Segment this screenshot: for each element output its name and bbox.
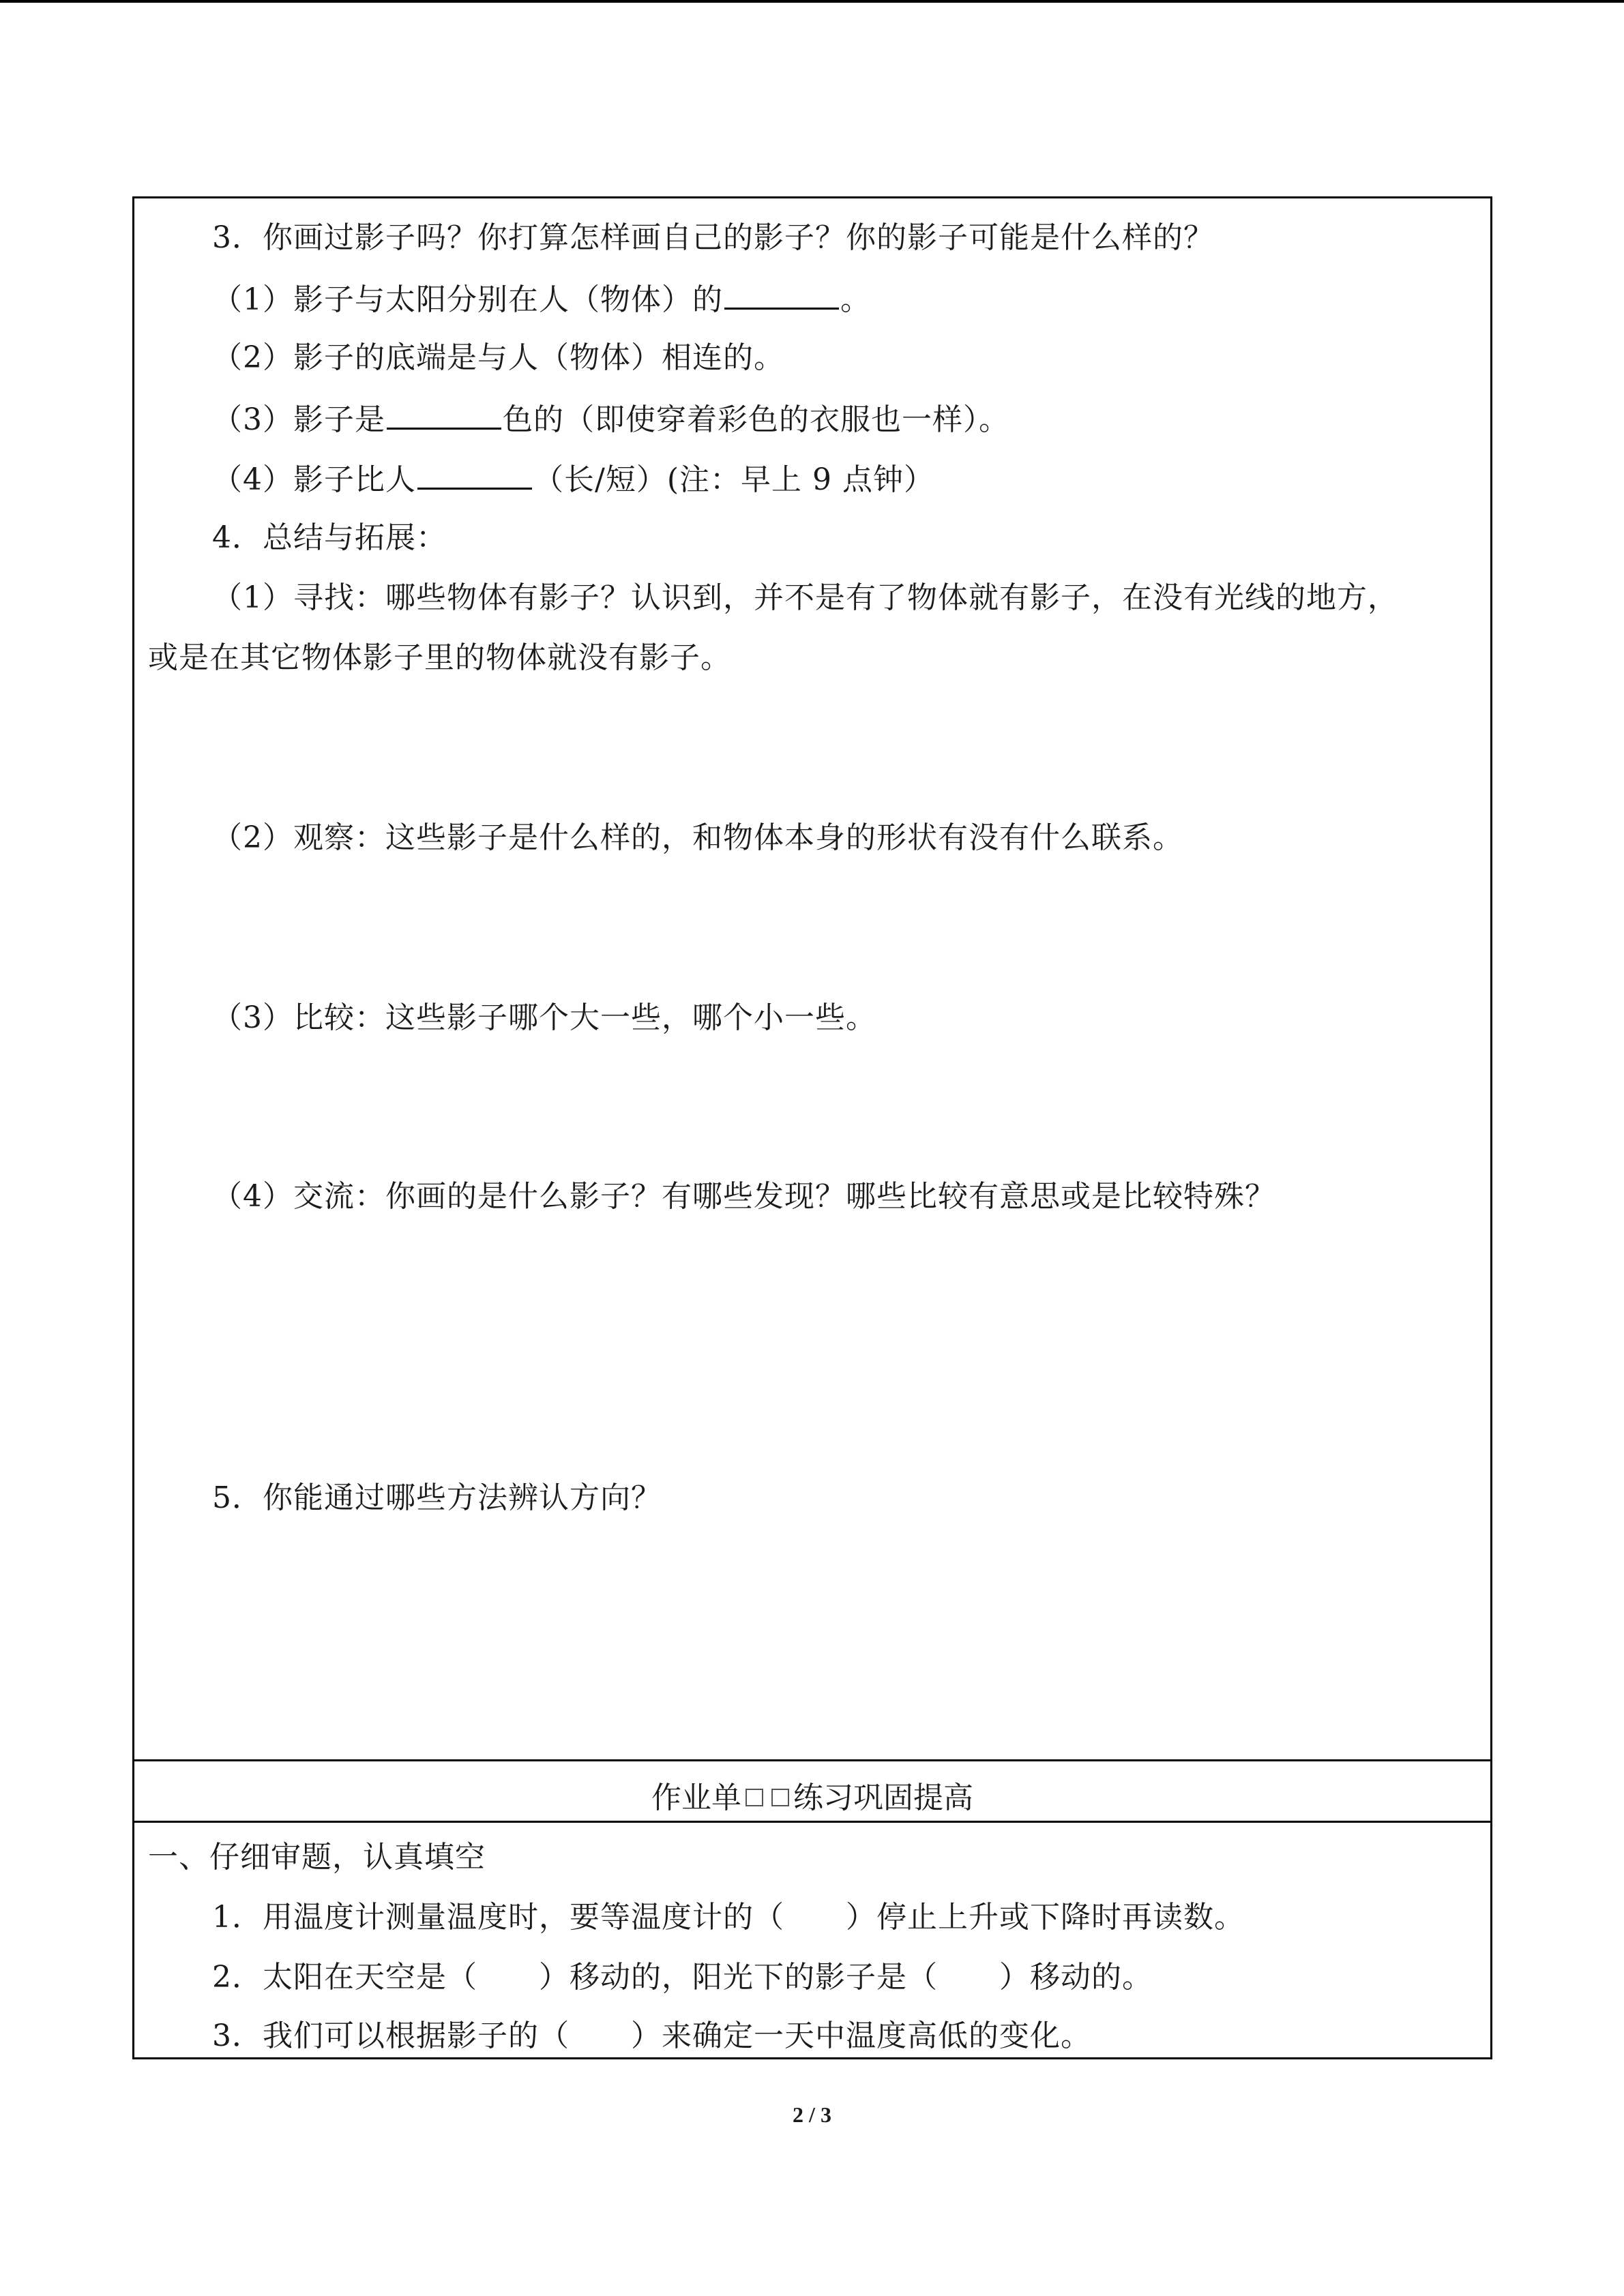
q3-item4-text: （4）影子比人 bbox=[212, 462, 416, 497]
top-border bbox=[0, 0, 1624, 3]
q3-item3-text: （3）影子是 bbox=[212, 402, 385, 437]
q3-item3 bbox=[212, 398, 1009, 441]
q3-item4-end: （长/短）(注：早上 9 点钟） bbox=[533, 462, 934, 497]
square-glyph-icon bbox=[745, 1789, 763, 1806]
q3-title: 3．你画过影子吗？你打算怎样画自己的影子？你的影子可能是什么样的？ bbox=[212, 220, 1214, 255]
fill-blank[interactable] bbox=[724, 278, 839, 310]
section2-title-a: 作业单 bbox=[651, 1780, 741, 1815]
section-divider bbox=[134, 1759, 1490, 1761]
part1-title: 一、仔细审题，认真填空 bbox=[148, 1840, 486, 1875]
q4-title: 4．总结与拓展： bbox=[212, 520, 447, 555]
q4-item4: （4）交流：你画的是什么影子？有哪些发现？哪些比较有意思或是比较特殊？ bbox=[212, 1179, 1275, 1214]
section2-title-b: 练习巩固提高 bbox=[793, 1780, 973, 1815]
q4-item1-line2: 或是在其它物体影子里的物体就没有影子。 bbox=[148, 640, 731, 675]
q4-item2: （2）观察：这些影子是什么样的，和物体本身的形状有没有什么联系。 bbox=[212, 820, 1183, 855]
worksheet-frame bbox=[132, 196, 1492, 2059]
q5-title: 5．你能通过哪些方法辨认方向？ bbox=[212, 1480, 662, 1515]
s2-q3: 3．我们可以根据影子的（ ）来确定一天中温度高低的变化。 bbox=[212, 2018, 1091, 2053]
page-number: 2 / 3 bbox=[793, 2102, 831, 2127]
q3-item4 bbox=[212, 458, 934, 501]
q4-item1-line1: （1）寻找：哪些物体有影子？认识到，并不是有了物体就有影子，在没有光线的地方， bbox=[212, 580, 1398, 615]
q3-item1-end: 。 bbox=[840, 282, 871, 317]
q3-item3-end: 色的（即使穿着彩色的衣服也一样）。 bbox=[503, 402, 1009, 437]
q3-item1 bbox=[212, 278, 871, 320]
s2-q2: 2．太阳在天空是（ ）移动的，阳光下的影子是（ ）移动的。 bbox=[212, 1960, 1153, 1995]
square-glyph-icon bbox=[771, 1789, 789, 1806]
q3-item2: （2）影子的底端是与人（物体）相连的。 bbox=[212, 340, 784, 375]
section2-title bbox=[134, 1778, 1490, 1819]
fill-blank[interactable] bbox=[387, 398, 501, 430]
q3-item1-text: （1）影子与太阳分别在人（物体）的 bbox=[212, 282, 723, 317]
q4-item3: （3）比较：这些影子哪个大一些，哪个小一些。 bbox=[212, 1000, 876, 1035]
section-divider bbox=[134, 1821, 1490, 1823]
fill-blank[interactable] bbox=[417, 458, 532, 490]
s2-q1: 1．用温度计测量温度时，要等温度计的（ ）停止上升或下降时再读数。 bbox=[212, 1900, 1245, 1935]
